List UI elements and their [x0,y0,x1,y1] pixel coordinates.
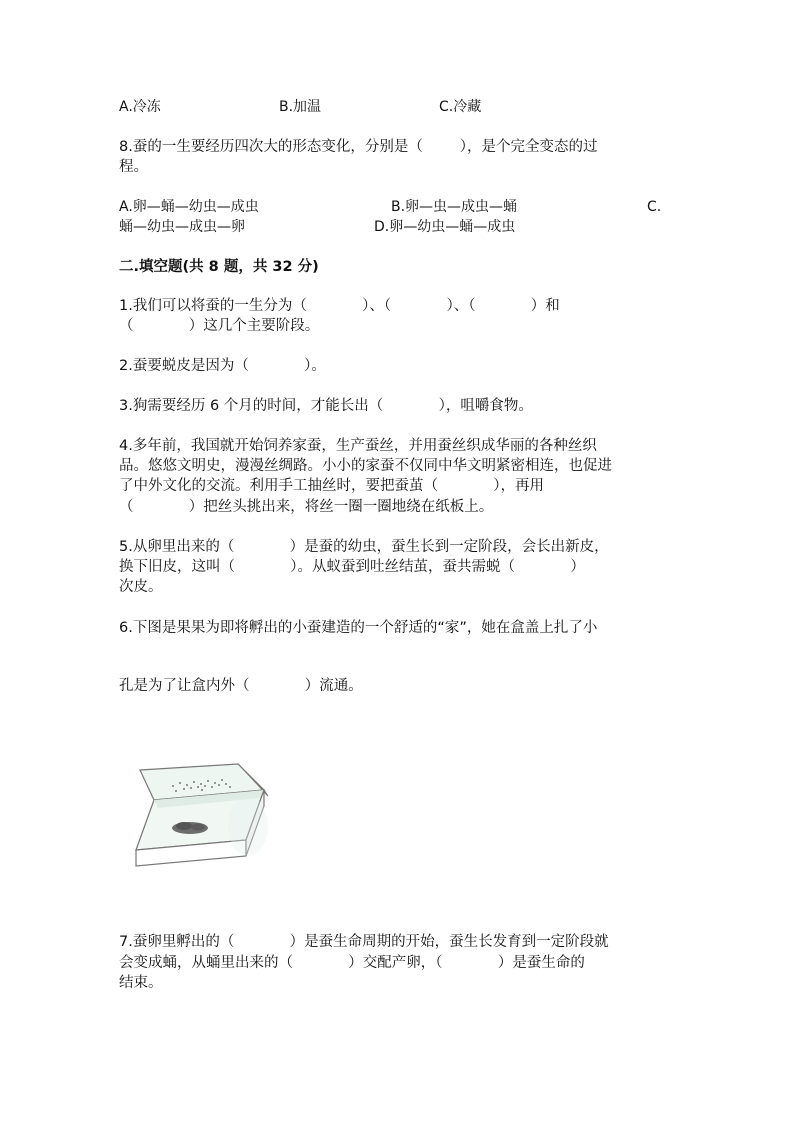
fill-2-line-1: 2.蚕要蜕皮是因为（ ）。 [119,358,326,374]
q8-option-c-label: C. [647,199,662,215]
q8-option-b: B.卵—虫—成虫—蛹 [391,199,518,215]
fill-1-line-2: （ ）这几个主要阶段。 [119,318,320,334]
fill-7-line-3: 结束。 [119,975,163,991]
fill-5-line-3: 次皮。 [119,579,163,595]
section-heading: 二.填空题(共 8 题，共 32 分) [119,259,319,275]
fill-4-line-1: 4.多年前，我国就开始饲养家蚕，生产蚕丝，并用蚕丝织成华丽的各种丝织 [119,438,597,454]
q7-option-b: B.加温 [279,99,322,115]
fill-4-line-4: （ ）把丝头挑出来，将丝一圈一圈地绕在纸板上。 [119,499,494,515]
fill-3-line-1: 3.狗需要经历 6 个月的时间，才能长出（ ），咀嚼食物。 [119,398,533,414]
fill-7-line-1: 7.蚕卵里孵出的（ ）是蚕生命周期的开始，蚕生长发育到一定阶段就 [119,934,609,950]
fill-5-line-1: 5.从卵里出来的（ ）是蚕的幼虫，蚕生长到一定阶段，会长出新皮， [119,539,609,555]
q8-line-1: 8.蚕的一生要经历四次大的形态变化，分别是（ ），是个完全变态的过 [119,139,598,155]
fill-4-line-3: 了中外文化的交流。利用手工抽丝时，要把蚕茧（ ），再用 [119,478,545,494]
fill-1-line-1: 1.我们可以将蚕的一生分为（ ）、（ ）、（ ）和 [119,298,560,314]
q7-option-c: C.冷藏 [439,99,482,115]
fill-5-line-2: 换下旧皮，这叫（ ）。从蚁蚕到吐丝结茧，蚕共需蜕（ ） [119,559,585,575]
fill-6-line-1: 6.下图是果果为即将孵出的小蚕建造的一个舒适的“家”，她在盒盖上扎了小 [119,620,598,636]
q8-option-c-text: 蛹—幼虫—成虫—卵 [119,219,245,235]
q8-line-2: 程。 [119,159,148,175]
fill-6-line-2: 孔是为了让盒内外（ ）流通。 [119,678,363,694]
q7-option-a: A.冷冻 [119,99,161,115]
q8-option-a: A.卵—蛹—幼虫—成虫 [119,199,259,215]
silkworm-box-icon [128,756,273,868]
fill-7-line-2: 会变成蛹，从蛹里出来的（ ）交配产卵，（ ）是蚕生命的 [119,955,585,971]
q8-option-d: D.卵—幼虫—蛹—成虫 [374,219,516,235]
fill-4-line-2: 品。悠悠文明史，漫漫丝绸路。小小的家蚕不仅同中华文明紧密相连，也促进 [119,458,612,474]
